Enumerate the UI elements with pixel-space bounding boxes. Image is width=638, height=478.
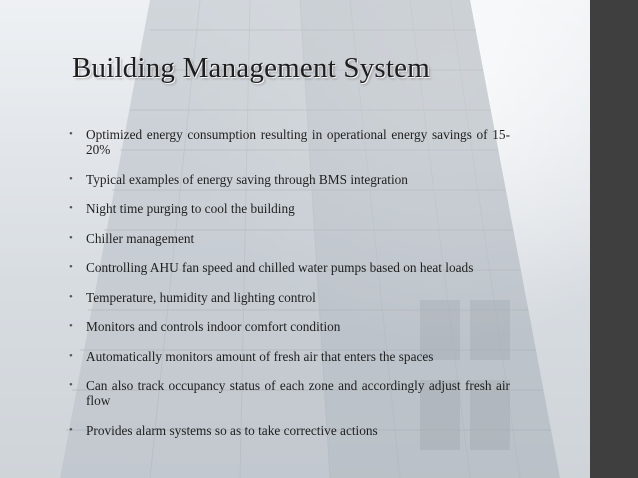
list-item	[68, 378, 510, 408]
bullet-icon: •	[69, 128, 73, 140]
bullet-icon: •	[69, 379, 73, 391]
bullet-text: Monitors and controls indoor comfort condition	[86, 319, 341, 334]
bullet-icon: •	[69, 349, 73, 362]
bullet-text: Optimized energy consumption resulting in operational energy savings of 15-20%	[86, 127, 510, 157]
bullet-icon: •	[69, 320, 73, 332]
list-item	[68, 201, 510, 216]
bullet-text: Controlling AHU fan speed and chilled water pumps based on heat loads	[86, 260, 474, 275]
right-sidebar-bar	[590, 0, 638, 478]
bullet-text: Automatically monitors amount of fresh air that enters the spaces	[86, 348, 434, 364]
bullet-icon: •	[69, 423, 73, 436]
list-item	[68, 260, 510, 275]
list-item	[68, 290, 510, 305]
list-item	[68, 127, 510, 157]
bullet-icon: •	[69, 172, 73, 185]
list-item	[68, 423, 510, 438]
bullet-icon: •	[69, 261, 73, 273]
bullet-text: Temperature, humidity and lighting control	[86, 289, 316, 305]
bullet-list	[68, 127, 510, 452]
bullet-text: Typical examples of energy saving through BMS integration	[86, 171, 408, 187]
list-item	[68, 231, 510, 246]
bullet-text: Can also track occupancy status of each zone and accordingly adjust fresh air flow	[86, 378, 510, 408]
slide-title: Building Management System	[72, 52, 431, 84]
bullet-icon: •	[69, 202, 73, 214]
list-item	[68, 319, 510, 334]
bullet-text: Night time purging to cool the building	[86, 201, 295, 216]
bullet-text: Provides alarm systems so as to take corrective actions	[86, 422, 378, 438]
list-item	[68, 349, 510, 364]
bullet-icon: •	[69, 231, 73, 244]
bullet-text: Chiller management	[86, 230, 195, 246]
list-item	[68, 172, 510, 187]
bullet-icon: •	[69, 290, 73, 303]
